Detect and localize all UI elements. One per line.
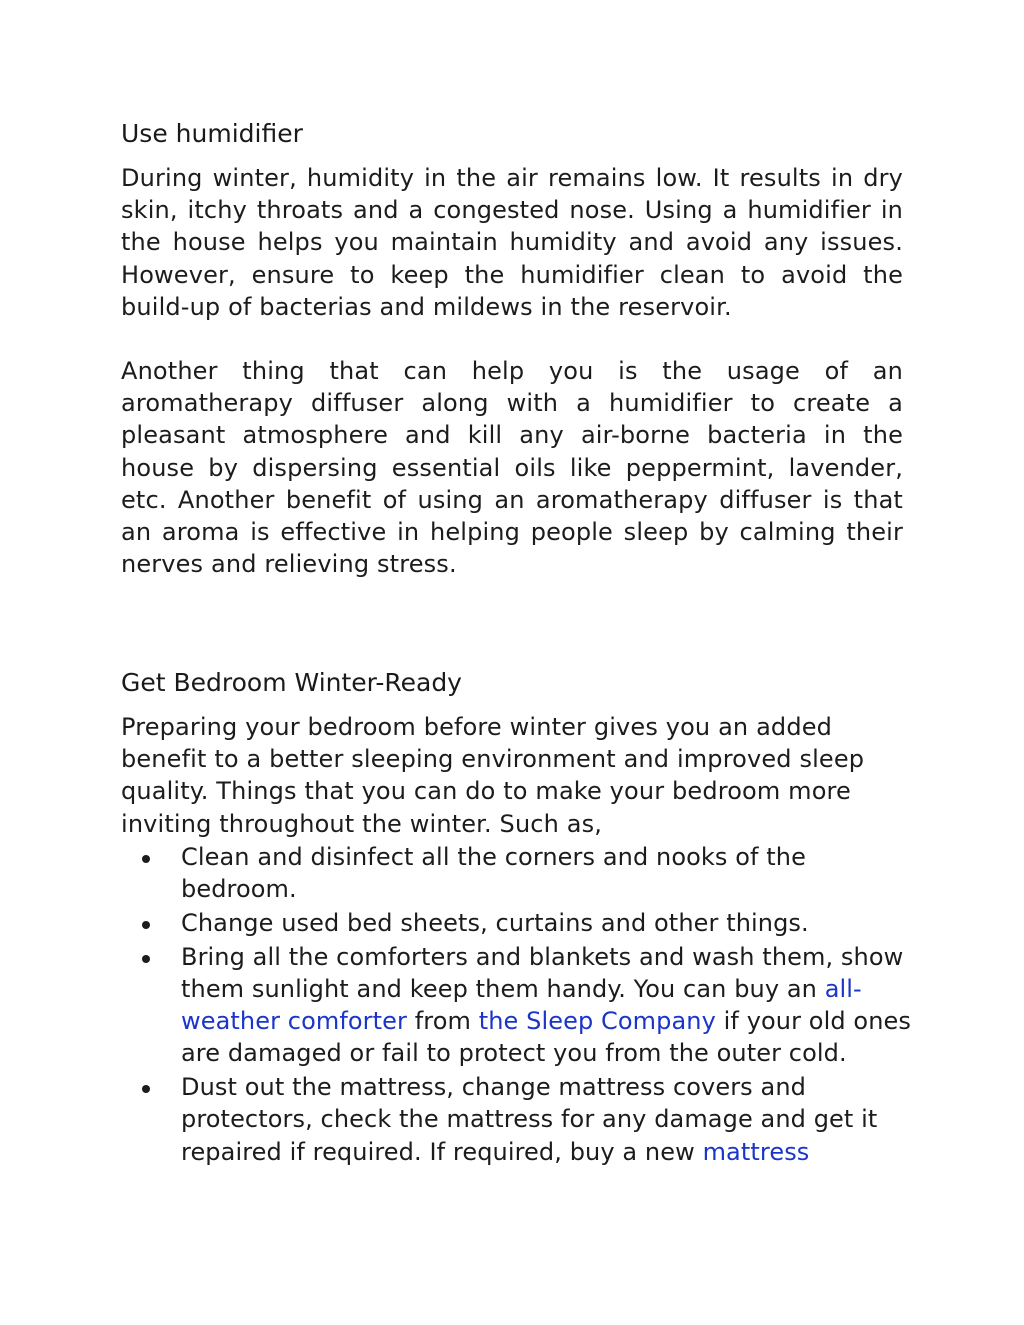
paragraph-bedroom-intro: Preparing your bedroom before winter gives you an added benefit to a better sleeping environment and improved sleep quality. Things that you can do to make your bedroom more inviting throughout the winter. Such as, [121, 713, 865, 838]
heading-bedroom-winter-ready: Get Bedroom Winter-Ready [121, 668, 462, 697]
sleep-company-link[interactable]: the Sleep Company [478, 1007, 716, 1036]
bullet-dot-icon [142, 1085, 150, 1093]
list-item-text: from [407, 1007, 479, 1036]
list-item-text: Dust out the mattress, change mattress covers and protectors, check the mattress for any damage and get it repaired if required. If required, buy a new [181, 1073, 878, 1166]
bullet-dot-icon [142, 921, 150, 929]
bullet-dot-icon [142, 955, 150, 963]
heading-use-humidifier: Use humidifier [121, 119, 303, 148]
all-weather-comforter-link[interactable]: all-weather comforter [181, 975, 862, 1036]
list-item-text: Change used bed sheets, curtains and other things. [181, 909, 809, 937]
list-item-text: if your old ones are damaged or fail to protect you from the outer cold. [181, 1007, 911, 1068]
list-item-text: Clean and disinfect all the corners and nooks of the bedroom. [181, 843, 806, 904]
mattress-link[interactable]: mattress [702, 1137, 810, 1166]
list-item [121, 907, 911, 939]
list-item [121, 941, 911, 1070]
list-item [121, 1071, 911, 1168]
paragraph-aromatherapy: Another thing that can help you is the usage of an aromatherapy diffuser along with a humidifier to create a pleasant atmosphere and kill any air-borne bacteria in the house by dispersing essential oils like peppermint, lavender, etc. Another benefit of using an aromatherapy diffuser is that an aroma is effective in helping people sleep by calming their nerves and relieving stress. [121, 357, 903, 579]
list-item-text: Bring all the comforters and blankets and wash them, show them sunlight and keep them handy. You can buy an [181, 942, 904, 1003]
paragraph-humidity: During winter, humidity in the air remains low. It results in dry skin, itchy throats and a congested nose. Using a humidifier in the house helps you maintain humidity and avoid any issues. However, ensure to keep the humidifier clean to avoid the build-up of bacterias and mildews in the reservoir. [121, 164, 903, 321]
list-item [121, 841, 911, 905]
bedroom-tips-list [121, 841, 911, 1169]
bullet-dot-icon [142, 855, 150, 863]
